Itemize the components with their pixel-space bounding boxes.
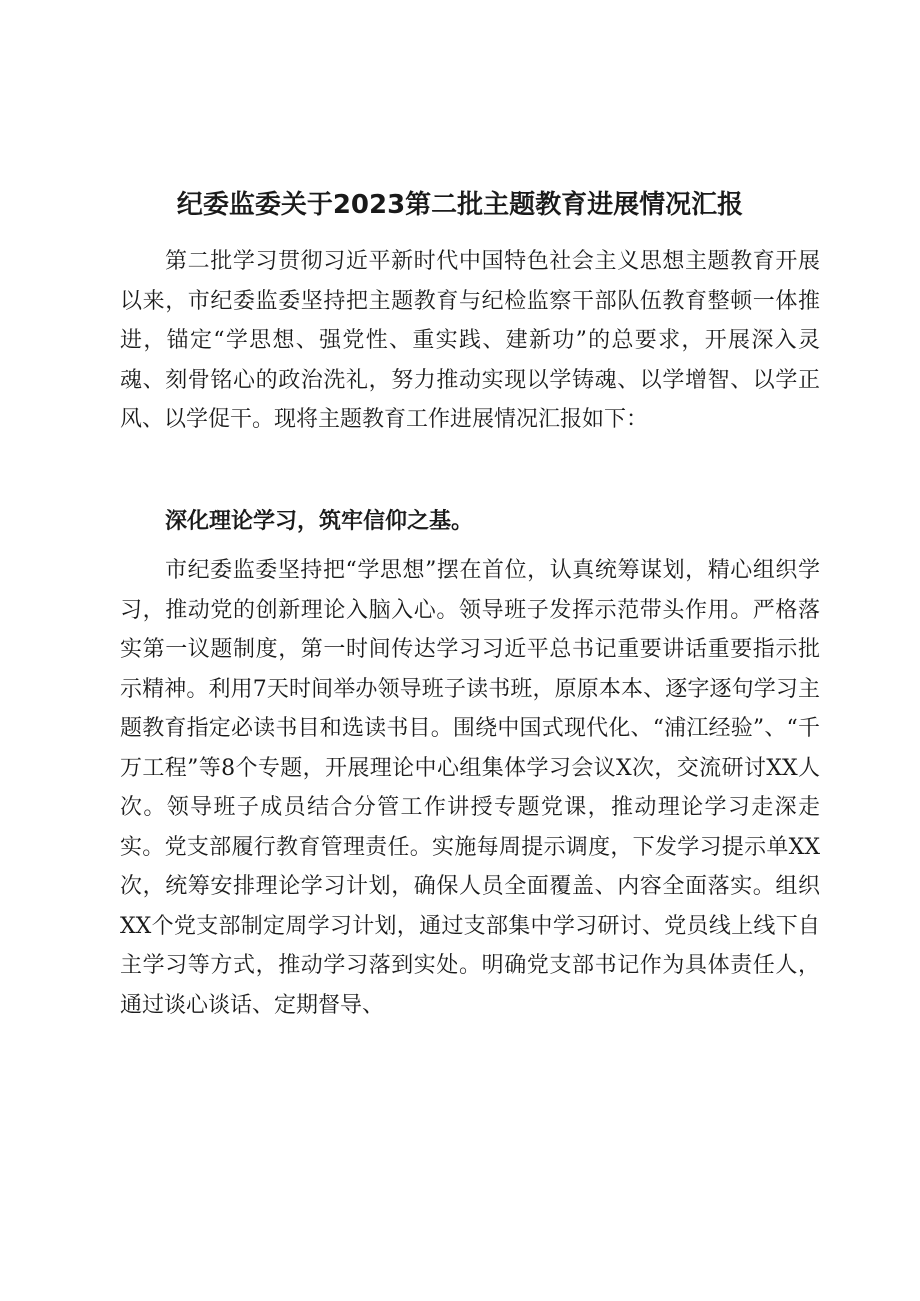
document-title: 纪委监委关于2023第二批主题教育进展情况汇报 xyxy=(176,190,744,221)
section-heading: 深化理论学习，筑牢信仰之基。 xyxy=(165,509,474,534)
intro-paragraph: 第二批学习贯彻习近平新时代中国特色社会主义思想主题教育开展以来，市纪委监委坚持把主题教育与纪检监察干部队伍教育整顿一体推进，锚定“学思想、强党性、重实践、建新功”的总要求，开展深入灵魂、刻骨铭心的政治洗礼，努力推动实现以学铸魂、以学增智、以学正风、以学促干。现将主题教育工作进展情况汇报如下： xyxy=(120,249,820,432)
section-paragraph: 市纪委监委坚持把“学思想”摆在首位，认真统筹谋划，精心组织学习，推动党的创新理论入脑入心。领导班子发挥示范带头作用。严格落实第一议题制度，第一时间传达学习习近平总书记重要讲话重要指示批示精神。利用7天时间举办领导班子读书班，原原本本、逐字逐句学习主题教育指定必读书目和选读书目。围绕中国式现代化、“浦江经验”、“千万工程”等8个专题，开展理论中心组集体学习会议X次，交流研讨XX人次。领导班子成员结合分管工作讲授专题党课，推动理论学习走深走实。党支部履行教育管理责任。实施每周提示调度，下发学习提示单XX次，统筹安排理论学习计划，确保人员全面覆盖、内容全面落实。组织XX个党支部制定周学习计划，通过支部集中学习研讨、党员线上线下自主学习等方式，推动学习落到实处。明确党支部书记作为具体责任人，通过谈心谈话、定期督导、 xyxy=(120,558,820,1018)
